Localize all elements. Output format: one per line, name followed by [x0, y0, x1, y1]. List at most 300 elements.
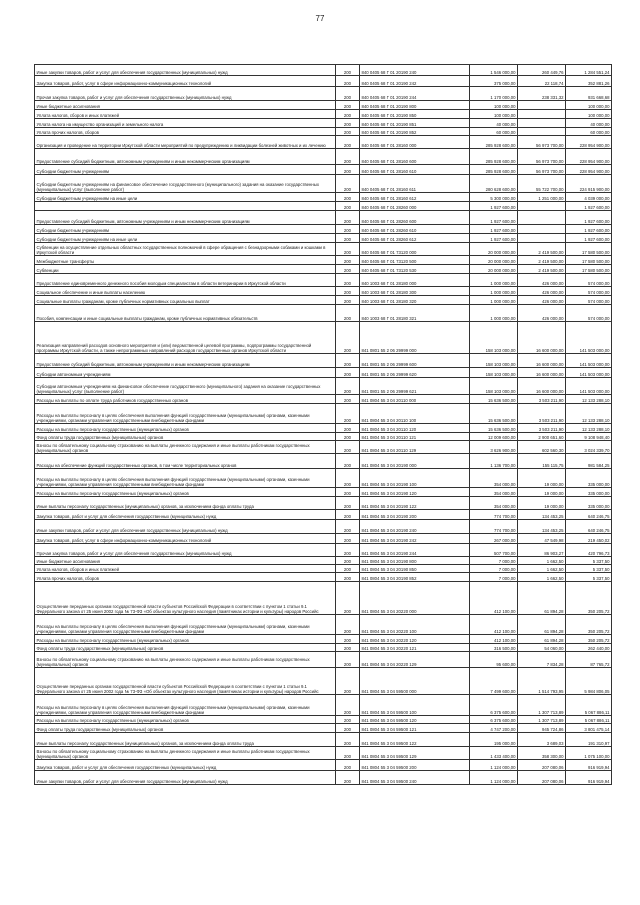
- table-cell-status: 200: [336, 378, 360, 395]
- table-cell-name: Иные выплаты персоналу государственных (муниципальных) органов, за исключением фонда оплаты труда: [35, 733, 336, 747]
- table-cell-approved: 316 500,00: [470, 644, 518, 652]
- table-row: [35, 497, 612, 510]
- table-cell-code: 841 0804 55 3 04 20220 000: [360, 582, 470, 615]
- table-cell-status: 200: [336, 544, 360, 557]
- table-cell-name: Расходы на обеспечение функций государственных органов, в том числе территориальных органов: [35, 454, 336, 469]
- table-cell-code: 840 1003 68 Г 01 28180 300: [360, 287, 470, 296]
- table-cell-status: 200: [336, 87, 360, 101]
- table-cell-remaining: 12 133 288,10: [566, 395, 612, 404]
- table-cell-executed: 426 000,00: [518, 296, 566, 305]
- table-cell-remaining: 228 954 900,00: [566, 136, 612, 149]
- table-cell-status: 200: [336, 652, 360, 668]
- table-cell-code: 841 0804 55 3 04 20190 850: [360, 565, 470, 573]
- table-row: [35, 565, 612, 573]
- table-cell-code: 840 0405 68 Г 01 28160 600: [360, 149, 470, 165]
- table-cell-status: 200: [336, 433, 360, 441]
- table-cell-code: 841 0804 55 3 04 20110 000: [360, 395, 470, 404]
- table-cell-remaining: 1 927 600,00: [566, 234, 612, 243]
- table-row: [35, 557, 612, 565]
- table-cell-approved: 7 000,00: [470, 565, 518, 573]
- table-cell-executed: 207 080,06: [518, 771, 566, 785]
- table-cell-code: 840 0405 68 Г 01 28260 000: [360, 202, 470, 211]
- table-cell-approved: 1 170 000,00: [470, 87, 518, 101]
- table-cell-approved: 1 124 000,00: [470, 771, 518, 785]
- table-cell-approved: 15 636 500,00: [470, 395, 518, 404]
- table-row: [35, 265, 612, 274]
- table-row: [35, 469, 612, 488]
- table-row: [35, 441, 612, 454]
- table-cell-status: 200: [336, 225, 360, 234]
- table-cell-approved: 375 000,00: [470, 76, 518, 87]
- table-cell-status: 200: [336, 128, 360, 136]
- table-row: [35, 378, 612, 395]
- table-cell-remaining: 350 205,72: [566, 615, 612, 635]
- table-cell-approved: 1 000 000,00: [470, 274, 518, 287]
- table-cell-status: 200: [336, 771, 360, 785]
- table-cell-status: 200: [336, 733, 360, 747]
- table-row: [35, 395, 612, 404]
- table-cell-name: Уплата налогов, сборов и иных платежей: [35, 565, 336, 573]
- table-cell-remaining: 3 024 339,70: [566, 441, 612, 454]
- table-row: [35, 771, 612, 785]
- table-row: [35, 101, 612, 110]
- table-row: [35, 149, 612, 165]
- table-cell-approved: 1 546 000,00: [470, 65, 518, 76]
- table-cell-approved: 7 000,00: [470, 557, 518, 565]
- table-cell-code: 840 0405 68 Г 01 20190 800: [360, 101, 470, 110]
- table-cell-status: 200: [336, 256, 360, 265]
- table-cell-code: 841 0804 55 3 04 20220 121: [360, 644, 470, 652]
- table-cell-status: 200: [336, 510, 360, 520]
- table-cell-approved: 354 000,00: [470, 469, 518, 488]
- table-row: [35, 165, 612, 175]
- table-cell-approved: 354 000,00: [470, 497, 518, 510]
- table-cell-name: Предоставление единовременного денежного пособия молодым специалистам в области ветеринарии в Иркутской области: [35, 274, 336, 287]
- table-cell-approved: 158 103 000,00: [470, 368, 518, 378]
- table-cell-remaining: 5 337,50: [566, 573, 612, 582]
- table-cell-status: 200: [336, 234, 360, 243]
- table-cell-code: 841 0801 55 2 06 29999 600: [360, 354, 470, 368]
- table-row: [35, 652, 612, 668]
- table-row: [35, 573, 612, 582]
- table-cell-approved: 15 636 500,00: [470, 424, 518, 433]
- table-cell-code: 841 0804 55 3 04 59500 000: [360, 668, 470, 695]
- table-cell-remaining: 916 919,94: [566, 771, 612, 785]
- table-row: [35, 724, 612, 733]
- table-cell-executed: 7 834,28: [518, 652, 566, 668]
- table-row: [35, 510, 612, 520]
- table-cell-executed: [518, 225, 566, 234]
- table-cell-approved: 1 136 700,00: [470, 454, 518, 469]
- table-row: [35, 424, 612, 433]
- table-cell-remaining: 87 765,72: [566, 652, 612, 668]
- table-cell-status: 200: [336, 110, 360, 119]
- table-cell-executed: 19 000,00: [518, 497, 566, 510]
- table-row: [35, 534, 612, 544]
- table-cell-status: 200: [336, 565, 360, 573]
- table-row: [35, 544, 612, 557]
- table-cell-remaining: 228 954 900,00: [566, 149, 612, 165]
- table-cell-remaining: 1 284 551,24: [566, 65, 612, 76]
- table-cell-approved: 285 928 600,00: [470, 136, 518, 149]
- table-cell-remaining: 5 984 806,05: [566, 668, 612, 695]
- table-cell-status: 200: [336, 534, 360, 544]
- table-cell-status: 200: [336, 287, 360, 296]
- table-row: [35, 716, 612, 724]
- table-cell-name: Прочая закупка товаров, работ и услуг для обеспечения государственных (муниципальных) нужд: [35, 544, 336, 557]
- table-cell-status: 200: [336, 119, 360, 128]
- table-cell-name: Расходы на выплаты персоналу в целях обеспечения выполнения функций государственными (муниципальными) органами, казенными учреждениями, органами управления государственными внебюджетными фондами: [35, 404, 336, 424]
- table-cell-approved: 195 000,00: [470, 733, 518, 747]
- table-row: [35, 322, 612, 354]
- table-cell-name: Расходы на выплаты персоналу государственных (муниципальных) органов: [35, 424, 336, 433]
- table-cell-approved: 1 000 000,00: [470, 287, 518, 296]
- table-cell-approved: 7 499 600,00: [470, 668, 518, 695]
- table-cell-executed: [518, 211, 566, 225]
- table-cell-remaining: 4 039 000,00: [566, 193, 612, 202]
- table-cell-code: 841 0804 55 3 04 20190 800: [360, 557, 470, 565]
- table-cell-name: Взносы по обязательному социальному страхованию на выплаты денежного содержания и иные выплаты работникам государственных (муниципальных) органов: [35, 652, 336, 668]
- table-cell-name: Фонд оплаты труда государственных (муниципальных) органов: [35, 433, 336, 441]
- table-cell-executed: 426 000,00: [518, 305, 566, 322]
- table-cell-approved: 280 628 600,00: [470, 175, 518, 193]
- table-row: [35, 404, 612, 424]
- table-cell-code: 840 1003 68 Г 01 28180 000: [360, 274, 470, 287]
- table-cell-remaining: 574 000,00: [566, 296, 612, 305]
- table-cell-code: 841 0801 55 2 06 29999 621: [360, 378, 470, 395]
- table-cell-status: 200: [336, 469, 360, 488]
- table-row: [35, 193, 612, 202]
- table-cell-status: 200: [336, 747, 360, 760]
- table-cell-remaining: 141 503 000,00: [566, 378, 612, 395]
- table-cell-remaining: 1 927 600,00: [566, 225, 612, 234]
- table-cell-name: Закупка товаров, работ и услуг для обеспечения государственных (муниципальных) нужд: [35, 510, 336, 520]
- table-cell-status: 200: [336, 149, 360, 165]
- table-cell-code: 841 0804 55 3 04 59500 100: [360, 695, 470, 716]
- table-cell-name: Субсидии бюджетным учреждениям на иные цели: [35, 234, 336, 243]
- table-cell-approved: 158 103 000,00: [470, 354, 518, 368]
- table-cell-status: 200: [336, 695, 360, 716]
- table-cell-status: 200: [336, 716, 360, 724]
- table-cell-code: 840 0405 68 Г 01 73120 000: [360, 243, 470, 256]
- table-cell-approved: 40 000,00: [470, 119, 518, 128]
- table-cell-remaining: 335 000,00: [566, 469, 612, 488]
- table-cell-code: 840 0405 68 Г 01 28260 612: [360, 234, 470, 243]
- table-cell-approved: 12 009 600,00: [470, 433, 518, 441]
- table-cell-executed: 16 600 000,00: [518, 354, 566, 368]
- table-cell-code: 840 0405 68 Г 01 28160 000: [360, 136, 470, 149]
- table-cell-status: 200: [336, 243, 360, 256]
- table-row: [35, 274, 612, 287]
- table-cell-approved: 100 000,00: [470, 101, 518, 110]
- table-cell-name: Расходы на выплаты по оплате труда работников государственных органов: [35, 395, 336, 404]
- table-cell-executed: 1 514 793,95: [518, 668, 566, 695]
- table-cell-status: 200: [336, 441, 360, 454]
- table-cell-remaining: 335 000,00: [566, 488, 612, 497]
- table-cell-approved: 1 124 000,00: [470, 760, 518, 771]
- table-cell-executed: 1 662,50: [518, 565, 566, 573]
- table-cell-code: 840 0405 68 Г 01 20190 242: [360, 76, 470, 87]
- table-cell-executed: 55 722 700,00: [518, 175, 566, 193]
- table-cell-executed: 56 973 700,00: [518, 165, 566, 175]
- table-cell-approved: 20 000 000,00: [470, 265, 518, 274]
- table-row: [35, 296, 612, 305]
- table-cell-executed: 155 115,75: [518, 454, 566, 469]
- table-cell-status: 200: [336, 193, 360, 202]
- table-cell-code: 841 0804 55 3 04 59500 200: [360, 760, 470, 771]
- table-cell-remaining: 12 133 288,10: [566, 424, 612, 433]
- table-cell-code: 841 0804 55 3 04 59500 122: [360, 733, 470, 747]
- table-cell-code: 841 0804 55 3 04 20110 129: [360, 441, 470, 454]
- table-cell-code: 840 0405 68 Г 01 28260 600: [360, 211, 470, 225]
- table-cell-code: 841 0804 55 3 04 20190 120: [360, 488, 470, 497]
- table-cell-remaining: 141 503 000,00: [566, 368, 612, 378]
- table-cell-code: 841 0804 55 3 04 20190 242: [360, 534, 470, 544]
- table-cell-approved: 267 000,00: [470, 534, 518, 544]
- table-cell-approved: 1 927 600,00: [470, 202, 518, 211]
- table-cell-executed: [518, 202, 566, 211]
- table-row: [35, 76, 612, 87]
- table-cell-status: 200: [336, 520, 360, 534]
- table-cell-approved: 95 600,00: [470, 652, 518, 668]
- table-cell-name: Расходы на выплаты персоналу в целях обеспечения выполнения функций государственными (муниципальными) органами, казенными учреждениями, органами управления государственными внебюджетными фондами: [35, 469, 336, 488]
- table-cell-executed: 61 894,28: [518, 615, 566, 635]
- table-cell-approved: 1 927 600,00: [470, 225, 518, 234]
- table-row: [35, 695, 612, 716]
- table-cell-code: 840 0405 68 Г 01 20190 240: [360, 65, 470, 76]
- table-cell-remaining: 100 000,00: [566, 101, 612, 110]
- table-cell-name: Организация и проведение на территории Иркутской области мероприятий по предупреждению и ликвидации болезней животных и их лечению: [35, 136, 336, 149]
- table-cell-remaining: 350 205,72: [566, 635, 612, 644]
- table-cell-name: Прочая закупка товаров, работ и услуг для обеспечения государственных (муниципальных) нужд: [35, 87, 336, 101]
- table-cell-approved: 100 000,00: [470, 110, 518, 119]
- budget-table-container: [34, 64, 611, 785]
- table-row: [35, 175, 612, 193]
- table-cell-executed: 47 549,98: [518, 534, 566, 544]
- table-cell-remaining: 1 927 600,00: [566, 211, 612, 225]
- table-cell-code: 841 0804 55 3 04 59500 129: [360, 747, 470, 760]
- table-cell-approved: 6 375 600,00: [470, 716, 518, 724]
- table-cell-executed: 207 080,06: [518, 760, 566, 771]
- table-cell-executed: 260 449,76: [518, 65, 566, 76]
- table-row: [35, 433, 612, 441]
- table-cell-approved: 507 700,00: [470, 544, 518, 557]
- table-row: [35, 136, 612, 149]
- table-cell-name: Закупка товаров, работ и услуг для обеспечения государственных (муниципальных) нужд: [35, 760, 336, 771]
- table-cell-executed: 3 503 211,90: [518, 395, 566, 404]
- table-cell-name: Субсидии бюджетным учреждениям на иные цели: [35, 193, 336, 202]
- table-cell-remaining: 640 246,75: [566, 520, 612, 534]
- table-cell-code: 841 0804 55 3 04 59500 121: [360, 724, 470, 733]
- table-cell-code: 841 0804 55 3 04 20190 240: [360, 520, 470, 534]
- table-cell-name: Взносы по обязательному социальному страхованию на выплаты денежного содержания и иные выплаты работникам государственных (муниципальных) органов: [35, 747, 336, 760]
- table-cell-name: Уплата прочих налогов, сборов: [35, 128, 336, 136]
- table-cell-approved: 15 636 500,00: [470, 404, 518, 424]
- table-cell-executed: [518, 119, 566, 128]
- table-cell-executed: 61 894,28: [518, 582, 566, 615]
- table-cell-status: 200: [336, 265, 360, 274]
- table-cell-executed: 16 600 000,00: [518, 322, 566, 354]
- table-cell-code: 840 1003 68 Г 01 28180 321: [360, 305, 470, 322]
- table-cell-approved: 1 000 000,00: [470, 296, 518, 305]
- table-cell-approved: 7 000,00: [470, 573, 518, 582]
- table-cell-name: Социальные выплаты гражданам, кроме публичных нормативных социальных выплат: [35, 296, 336, 305]
- table-cell-name: Предоставление субсидий бюджетным, автономным учреждениям и иным некоммерческим организациям: [35, 211, 336, 225]
- table-cell-executed: 426 000,00: [518, 274, 566, 287]
- table-cell-name: Взносы по обязательному социальному страхованию на выплаты денежного содержания и иные выплаты работникам государственных (муниципальных) органов: [35, 441, 336, 454]
- table-cell-remaining: 219 450,02: [566, 534, 612, 544]
- table-cell-name: Субсидии бюджетным учреждениям: [35, 165, 336, 175]
- table-cell-name: Субсидии бюджетным учреждениям: [35, 225, 336, 234]
- table-cell-remaining: 100 000,00: [566, 110, 612, 119]
- table-cell-status: 200: [336, 202, 360, 211]
- table-row: [35, 733, 612, 747]
- table-cell-name: [35, 202, 336, 211]
- table-row: [35, 368, 612, 378]
- table-cell-status: 200: [336, 644, 360, 652]
- table-cell-status: 200: [336, 454, 360, 469]
- table-cell-code: 841 0804 55 3 04 20190 000: [360, 454, 470, 469]
- table-row: [35, 488, 612, 497]
- table-cell-code: 840 0405 68 Г 01 73120 500: [360, 256, 470, 265]
- table-cell-remaining: 17 580 500,00: [566, 265, 612, 274]
- table-cell-status: 200: [336, 322, 360, 354]
- table-cell-executed: 134 453,25: [518, 510, 566, 520]
- table-cell-executed: 945 724,86: [518, 724, 566, 733]
- table-cell-code: 841 0804 55 3 04 20110 121: [360, 433, 470, 441]
- table-row: [35, 256, 612, 265]
- table-cell-executed: 3 689,03: [518, 733, 566, 747]
- table-cell-remaining: 17 580 500,00: [566, 256, 612, 265]
- table-row: [35, 615, 612, 635]
- table-cell-name: Закупка товаров, работ, услуг в сфере информационно-коммуникационных технологий: [35, 76, 336, 87]
- table-cell-code: 841 0804 55 3 04 20190 122: [360, 497, 470, 510]
- table-cell-remaining: 574 000,00: [566, 305, 612, 322]
- table-cell-remaining: 350 205,72: [566, 582, 612, 615]
- table-cell-approved: 6 375 600,00: [470, 695, 518, 716]
- table-cell-code: 840 0405 68 Г 01 73120 530: [360, 265, 470, 274]
- table-cell-code: 841 0801 55 2 06 29999 620: [360, 368, 470, 378]
- table-row: [35, 760, 612, 771]
- table-cell-code: 840 1003 68 Г 01 28180 320: [360, 296, 470, 305]
- table-row: [35, 110, 612, 119]
- table-cell-executed: 3 503 211,90: [518, 424, 566, 433]
- table-cell-executed: 2 419 500,00: [518, 265, 566, 274]
- table-cell-name: Иные бюджетные ассигнования: [35, 101, 336, 110]
- table-cell-name: Социальное обеспечение и иные выплаты населению: [35, 287, 336, 296]
- table-cell-remaining: 3 801 475,14: [566, 724, 612, 733]
- table-cell-approved: 412 100,00: [470, 635, 518, 644]
- table-cell-executed: 1 307 713,89: [518, 695, 566, 716]
- table-cell-code: 840 0405 68 Г 01 28160 610: [360, 165, 470, 175]
- table-cell-executed: 602 560,30: [518, 441, 566, 454]
- table-row: [35, 287, 612, 296]
- table-cell-executed: 1 251 000,00: [518, 193, 566, 202]
- table-cell-approved: 158 103 000,00: [470, 378, 518, 395]
- table-row: [35, 635, 612, 644]
- table-cell-approved: 60 000,00: [470, 128, 518, 136]
- table-cell-remaining: 420 796,73: [566, 544, 612, 557]
- table-cell-remaining: 141 503 000,00: [566, 354, 612, 368]
- table-cell-status: 200: [336, 557, 360, 565]
- table-cell-code: 841 0804 55 3 04 20190 200: [360, 510, 470, 520]
- table-cell-executed: 2 419 500,00: [518, 256, 566, 265]
- table-cell-name: Субсидии автономным учреждениям: [35, 368, 336, 378]
- table-cell-name: Межбюджетные трансферты: [35, 256, 336, 265]
- table-cell-approved: 774 700,00: [470, 520, 518, 534]
- table-row: [35, 243, 612, 256]
- table-cell-remaining: 5 337,50: [566, 557, 612, 565]
- table-cell-name: Иные закупки товаров, работ и услуг для обеспечения государственных (муниципальных) нужд: [35, 771, 336, 785]
- table-cell-remaining: 916 919,94: [566, 760, 612, 771]
- table-cell-status: 200: [336, 395, 360, 404]
- table-cell-remaining: 224 915 900,00: [566, 175, 612, 193]
- table-cell-approved: 20 000 000,00: [470, 243, 518, 256]
- table-cell-approved: 285 928 600,00: [470, 165, 518, 175]
- table-cell-approved: 158 103 000,00: [470, 322, 518, 354]
- table-cell-code: 841 0801 55 2 06 29999 000: [360, 322, 470, 354]
- table-cell-executed: 426 000,00: [518, 287, 566, 296]
- table-cell-remaining: 17 580 500,00: [566, 243, 612, 256]
- table-cell-code: 840 0405 68 Г 01 20190 244: [360, 87, 470, 101]
- table-cell-name: Расходы на выплаты персоналу государственных (муниципальных) органов: [35, 635, 336, 644]
- table-cell-status: 200: [336, 305, 360, 322]
- table-cell-code: 841 0804 55 3 04 20220 100: [360, 615, 470, 635]
- table-cell-status: 200: [336, 165, 360, 175]
- table-cell-status: 200: [336, 211, 360, 225]
- table-cell-approved: 1 927 600,00: [470, 211, 518, 225]
- table-cell-remaining: 1 927 600,00: [566, 202, 612, 211]
- table-cell-code: 840 0405 68 Г 01 20190 850: [360, 110, 470, 119]
- table-cell-status: 200: [336, 424, 360, 433]
- table-cell-executed: 1 307 713,89: [518, 716, 566, 724]
- table-cell-executed: [518, 128, 566, 136]
- table-cell-name: Субвенции: [35, 265, 336, 274]
- table-row: [35, 87, 612, 101]
- table-cell-approved: 1 927 600,00: [470, 234, 518, 243]
- table-row: [35, 211, 612, 225]
- table-cell-name: Субвенции на осуществление отдельных областных государственных полномочий в сфере обращения с безнадзорными собаками и кошками в Иркутской области: [35, 243, 336, 256]
- table-cell-name: Уплата налога на имущество организаций и земельного налога: [35, 119, 336, 128]
- table-cell-approved: 3 626 900,00: [470, 441, 518, 454]
- table-cell-executed: 16 600 000,00: [518, 368, 566, 378]
- table-cell-executed: 86 903,27: [518, 544, 566, 557]
- table-cell-approved: 412 100,00: [470, 615, 518, 635]
- table-cell-status: 200: [336, 136, 360, 149]
- table-cell-status: 200: [336, 573, 360, 582]
- table-cell-name: Осуществление переданных органам государственной власти субъектов Российской Федерации в соответствии с пунктом 1 статьи 9.1 Федерального закона от 25 июня 2002 года № 73-ФЗ «Об объектах культурного наследия (памятниках истории и культуры) народов Российс: [35, 582, 336, 615]
- table-cell-executed: 56 973 700,00: [518, 136, 566, 149]
- table-row: [35, 128, 612, 136]
- table-cell-remaining: 9 108 948,40: [566, 433, 612, 441]
- table-cell-executed: 61 894,28: [518, 635, 566, 644]
- table-cell-executed: 2 900 651,60: [518, 433, 566, 441]
- table-cell-executed: 54 060,00: [518, 644, 566, 652]
- table-cell-status: 200: [336, 668, 360, 695]
- table-cell-remaining: 5 337,50: [566, 565, 612, 573]
- table-cell-approved: 20 000 000,00: [470, 256, 518, 265]
- table-cell-remaining: 5 067 886,11: [566, 695, 612, 716]
- table-cell-code: 841 0804 55 3 04 20220 129: [360, 652, 470, 668]
- table-cell-code: 841 0804 55 3 04 20110 100: [360, 404, 470, 424]
- table-cell-name: Расходы на выплаты персоналу государственных (муниципальных) органов: [35, 716, 336, 724]
- table-cell-executed: 19 000,00: [518, 469, 566, 488]
- table-cell-executed: 1 662,50: [518, 557, 566, 565]
- table-row: [35, 202, 612, 211]
- table-cell-name: Субсидии автономным учреждениям на финансовое обеспечение государственного (муниципального) задания на оказание государственных (муниципальных) услуг (выполнение работ): [35, 378, 336, 395]
- table-cell-status: 200: [336, 296, 360, 305]
- table-cell-name: Закупка товаров, работ, услуг в сфере информационно-коммуникационных технологий: [35, 534, 336, 544]
